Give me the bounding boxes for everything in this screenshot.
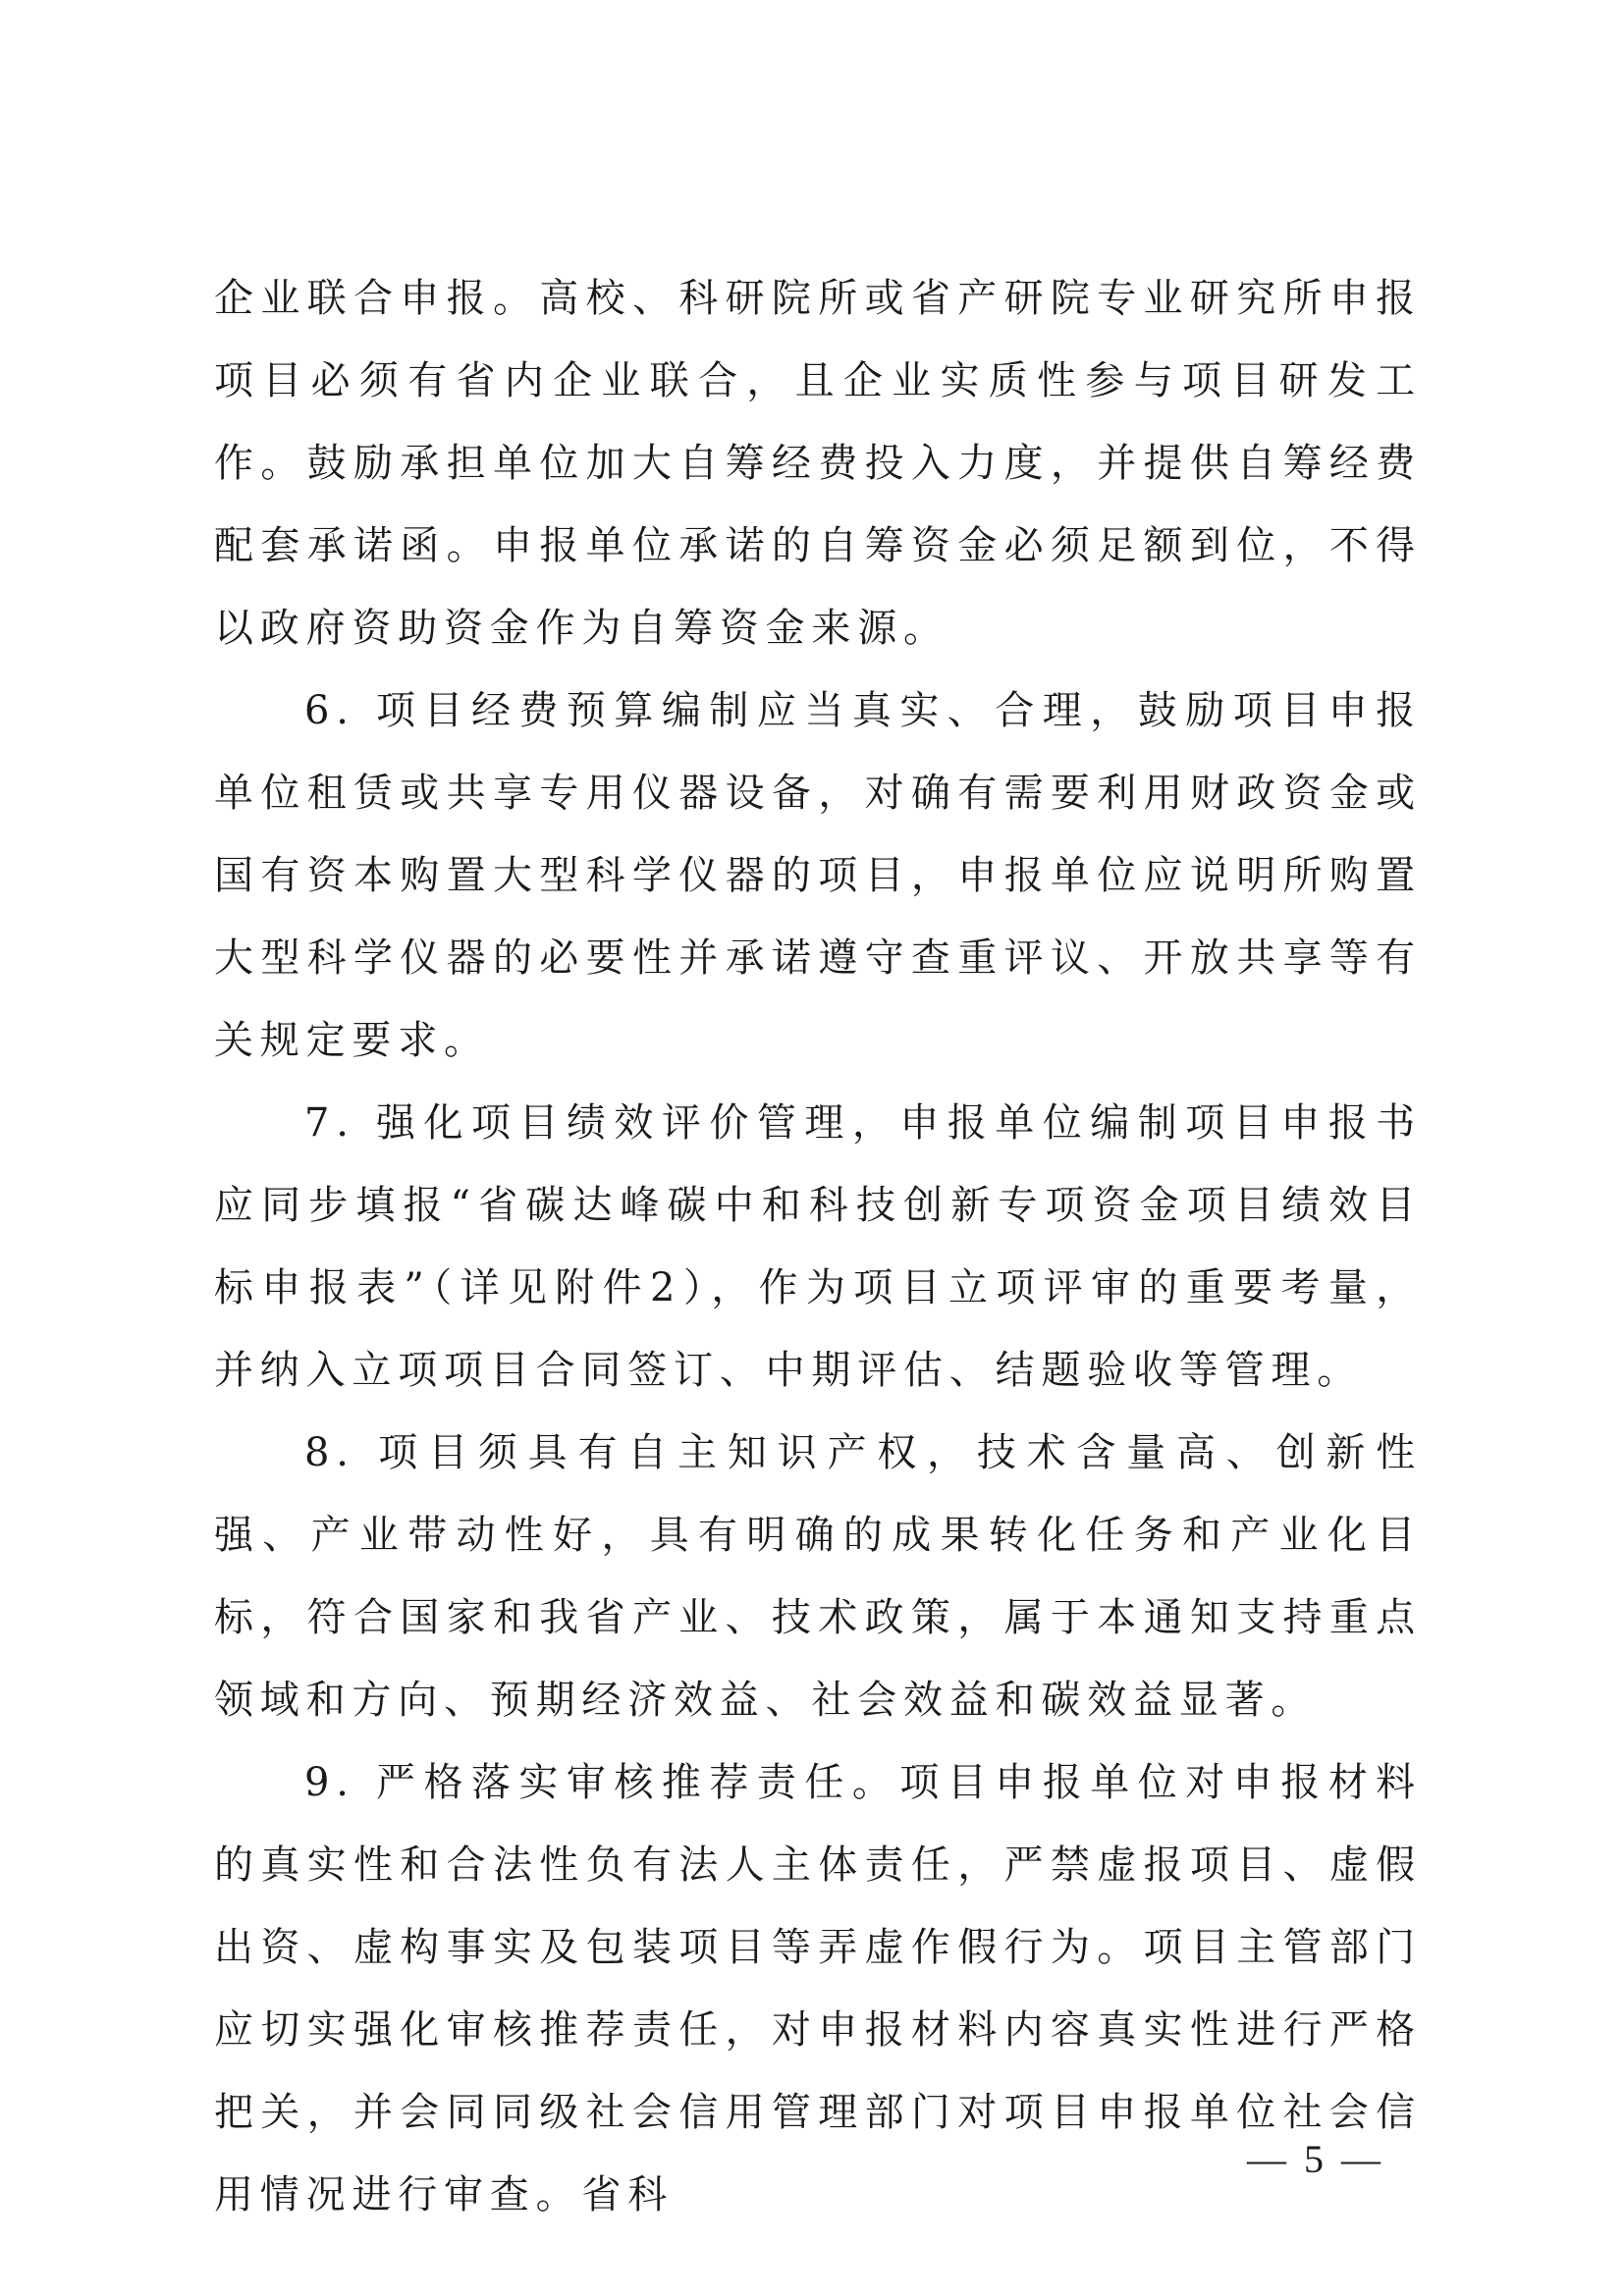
paragraph-continuation: 企业联合申报。高校、科研院所或省产研院专业研究所申报项目必须有省内企业联合，且企业实质性参与项目研发工作。鼓励承担单位加大自筹经费投入力度，并提供自筹经费配套承诺函。申报单位承诺的自筹资金必须足额到位，不得以政府资助资金作为自筹资金来源。 [214,276,1422,651]
paragraph-item-6: 6. 项目经费预算编制应当真实、合理，鼓励项目申报单位租赁或共享专用仪器设备，对确有需要利用财政资金或国有资本购置大型科学仪器的项目，申报单位应说明所购置大型科学仪器的必要性并承诺遵守查重评议、开放共享等有关规定要求。 [214,688,1422,1063]
paragraph-item-9: 9. 严格落实审核推荐责任。项目申报单位对申报材料的真实性和合法性负有法人主体责任，严禁虚报项目、虚假出资、虚构事实及包装项目等弄虚作假行为。项目主管部门应切实强化审核推荐责任，对申报材料内容真实性进行严格把关，并会同同级社会信用管理部门对项目申报单位社会信用情况进行审查。省科 [214,1760,1422,2217]
paragraph-item-7: 7. 强化项目绩效评价管理，申报单位编制项目申报书应同步填报“省碳达峰碳中和科技创新专项资金项目绩效目标申报表”（详见附件2），作为项目立项评审的重要考量，并纳入立项项目合同签订、中期评估、结题验收等管理。 [214,1100,1422,1393]
page-number: — 5 — [1247,2137,1384,2181]
paragraph-item-8: 8. 项目须具有自主知识产权，技术含量高、创新性强、产业带动性好，具有明确的成果转化任务和产业化目标，符合国家和我省产业、技术政策，属于本通知支持重点领域和方向、预期经济效益、社会效益和碳效益显著。 [214,1430,1422,1723]
body-text [214,257,1422,2236]
